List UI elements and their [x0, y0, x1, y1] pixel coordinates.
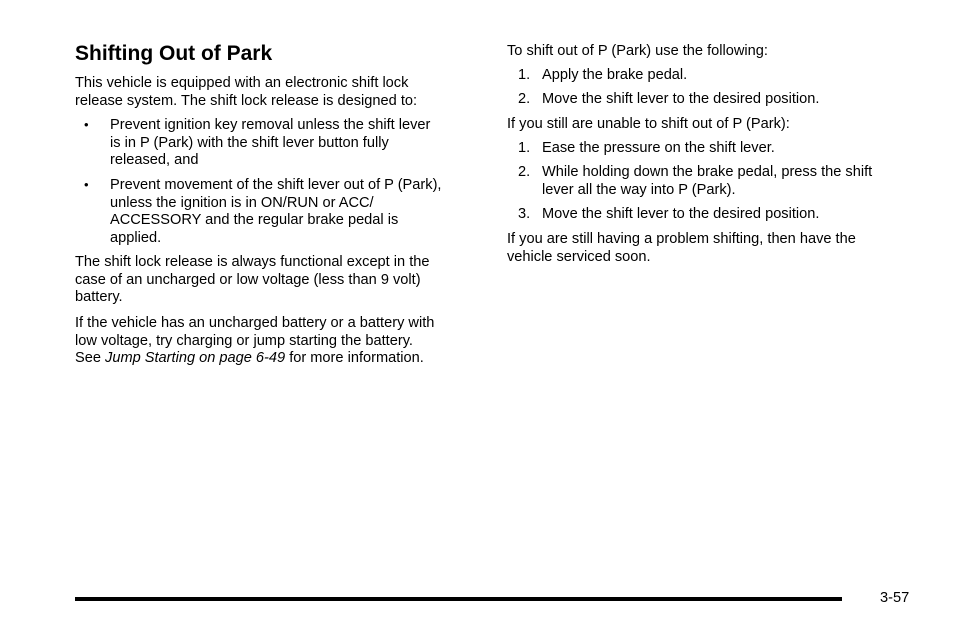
- paragraph-line: If you still are unable to shift out of P (Park):: [507, 116, 790, 132]
- paragraph-line: battery.: [75, 289, 123, 305]
- paragraph-line: If the vehicle has an uncharged battery or a battery with: [75, 315, 435, 331]
- step-line: While holding down the brake pedal, press the shift: [542, 164, 873, 180]
- page-number: 3-57: [880, 590, 910, 606]
- bullet-icon: •: [84, 177, 89, 192]
- trailing-text: for more information.: [285, 350, 424, 366]
- bullet-line: applied.: [110, 229, 162, 246]
- bullet-line: Prevent ignition key removal unless the shift lever: [110, 117, 431, 133]
- step-line: Move the shift lever to the desired position.: [542, 91, 820, 107]
- paragraph: [75, 254, 485, 307]
- paragraph-line: vehicle serviced soon.: [507, 248, 651, 265]
- paragraph-line: low voltage, try charging or jump starting the battery.: [75, 332, 413, 349]
- step-number: 3.: [518, 206, 531, 222]
- step-line: Apply the brake pedal.: [542, 67, 688, 83]
- step-line: Move the shift lever to the desired position.: [542, 206, 820, 222]
- cross-reference-link[interactable]: Jump Starting on page 6-49: [105, 350, 286, 366]
- paragraph-line: If you are still having a problem shifting, then have the: [507, 231, 856, 247]
- step-number: 1.: [518, 67, 531, 83]
- intro-line: To shift out of P (Park) use the following:: [507, 43, 768, 59]
- footer-rule: [75, 597, 842, 601]
- bullet-icon: •: [84, 117, 89, 132]
- intro-paragraph: [75, 75, 485, 110]
- bullet-line: Prevent movement of the shift lever out of P (Park),: [110, 177, 442, 193]
- paragraph-line: [75, 350, 485, 368]
- step-line: lever all the way into P (Park).: [542, 181, 736, 198]
- step-line: Ease the pressure on the shift lever.: [542, 140, 775, 156]
- bullet-line: released, and: [110, 152, 199, 168]
- bullet-line: unless the ignition is in ON/RUN or ACC/: [110, 194, 374, 211]
- intro-paragraph: [507, 43, 917, 61]
- bullet-line: ACCESSORY and the regular brake pedal is: [110, 212, 399, 228]
- intro-line: This vehicle is equipped with an electronic shift lock: [75, 75, 409, 91]
- step-number: 1.: [518, 140, 531, 156]
- paragraph: [75, 315, 485, 368]
- intro-line: release system. The shift lock release is designed to:: [75, 92, 418, 109]
- section-title: Shifting Out of Park: [75, 42, 273, 65]
- paragraph-line: The shift lock release is always functional except in the: [75, 254, 430, 270]
- paragraph-line: case of an uncharged or low voltage (less than 9 volt): [75, 271, 421, 288]
- paragraph: [507, 231, 917, 266]
- bullet-line: is in P (Park) with the shift lever button fully: [110, 134, 389, 151]
- step-number: 2.: [518, 91, 531, 107]
- paragraph: [507, 116, 917, 134]
- step-number: 2.: [518, 164, 531, 180]
- see-text: See: [75, 350, 106, 366]
